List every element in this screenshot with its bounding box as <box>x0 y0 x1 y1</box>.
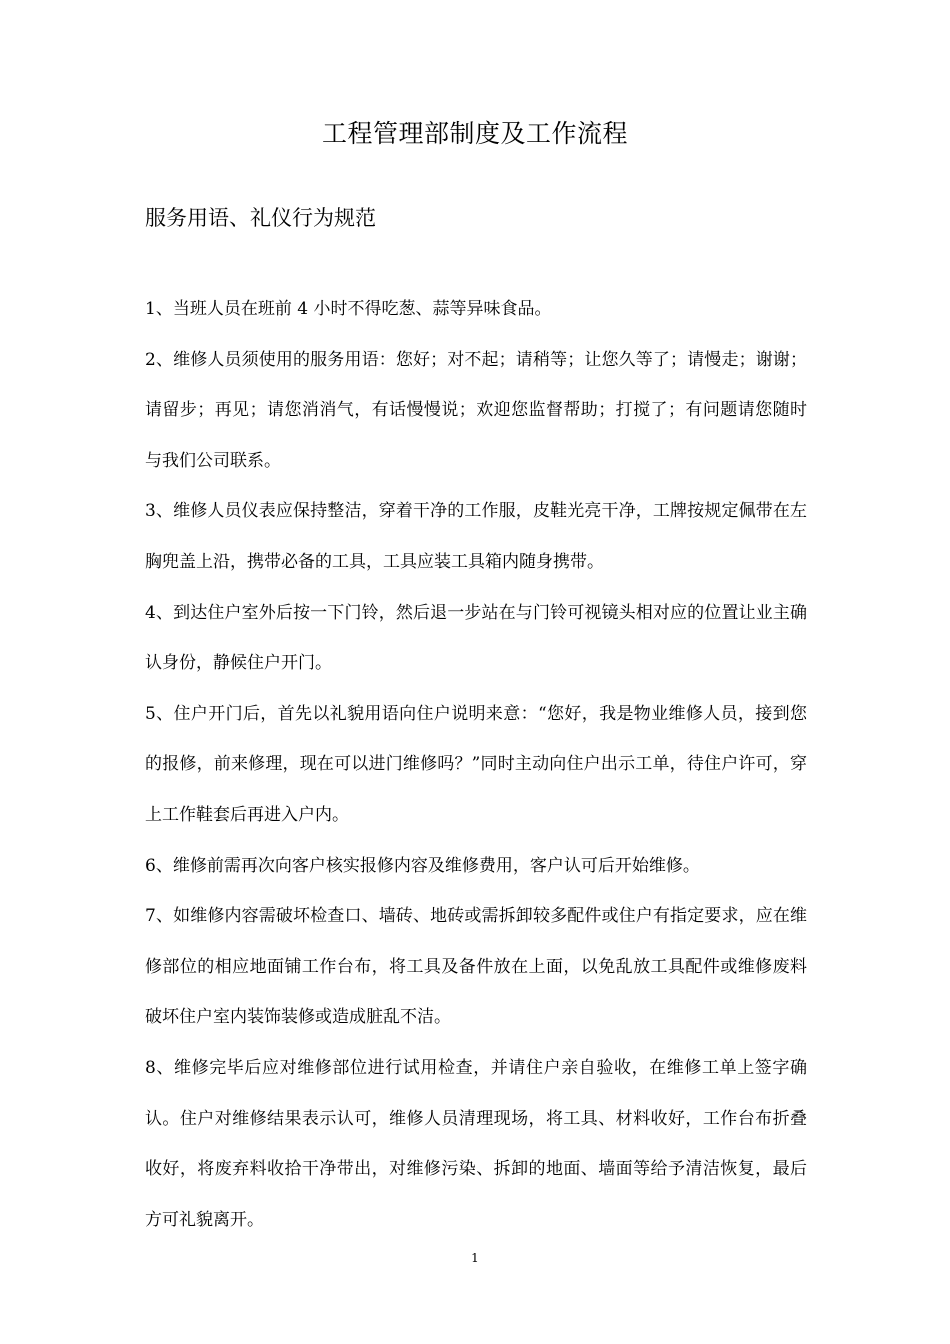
paragraph-2: 2、维修人员须使用的服务用语：您好；对不起；请稍等；让您久等了；请慢走；谢谢；请留步；再见；请您消消气，有话慢慢说；欢迎您监督帮助；打搅了；有问题请您随时与我们公司联系。 <box>145 349 807 471</box>
document-title: 工程管理部制度及工作流程 <box>321 119 628 148</box>
paragraph-3: 3、维修人员仪表应保持整洁，穿着干净的工作服，皮鞋光亮干净，工牌按规定佩带在左胸兜盖上沿，携带必备的工具，工具应装工具箱内随身携带。 <box>145 501 807 572</box>
paragraph-8: 8、维修完毕后应对维修部位进行试用检查，并请住户亲自验收，在维修工单上签字确认。住户对维修结果表示认可，维修人员清理现场，将工具、材料收好，工作台布折叠收好，将废弃料收拾干净带出，对维修污染、拆卸的地面、墙面等给予清洁恢复，最后方可礼貌离开。 <box>145 1057 807 1230</box>
paragraph-6: 6、维修前需再次向客户核实报修内容及维修费用，客户认可后开始维修。 <box>145 855 700 876</box>
paragraph-7: 7、如维修内容需破坏检查口、墙砖、地砖或需拆卸较多配件或住户有指定要求，应在维修部位的相应地面铺工作台布，将工具及备件放在上面，以免乱放工具配件或维修废料破坏住户室内装饰装修或造成脏乱不洁。 <box>145 906 807 1028</box>
section-title: 服务用语、礼仪行为规范 <box>145 206 376 230</box>
paragraph-1: 1、当班人员在班前 4 小时不得吃葱、蒜等异味食品。 <box>145 299 552 319</box>
page-number: 1 <box>471 1251 479 1265</box>
document-body <box>145 284 807 1245</box>
paragraph-5: 5、住户开门后，首先以礼貌用语向住户说明来意：“您好，我是物业维修人员，接到您的报修，前来修理，现在可以进门维修吗？”同时主动向住户出示工单，待住户许可，穿上工作鞋套后再进入户内。 <box>145 703 807 825</box>
paragraph-4: 4、到达住户室外后按一下门铃，然后退一步站在与门铃可视镜头相对应的位置让业主确认身份，静候住户开门。 <box>145 602 807 674</box>
